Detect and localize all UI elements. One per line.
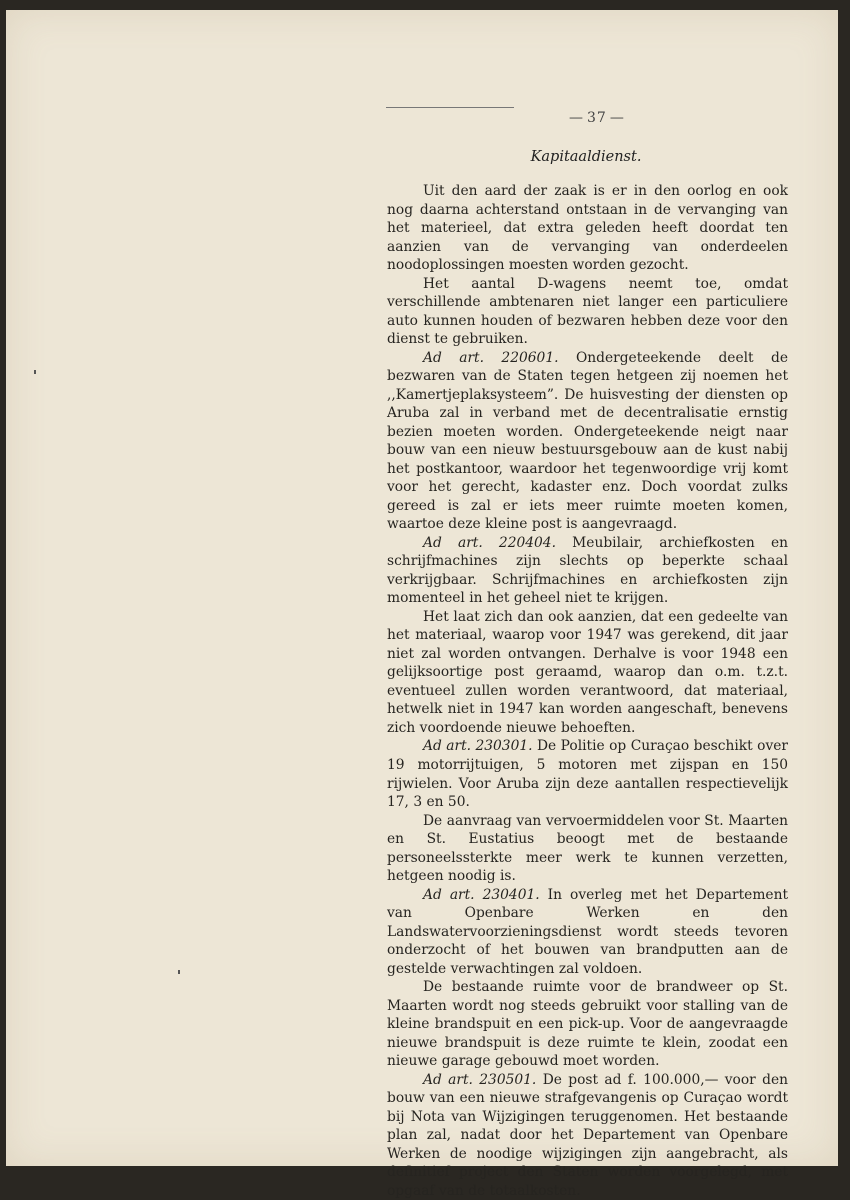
paragraph — [387, 812, 788, 886]
pencil-mark — [386, 107, 514, 116]
paragraph-text: Uit den aard der zaak is er in den oorlog en ook nog daarna achterstand ontstaan in de vervanging van het materieel, dat extra geleden heeft doordat ten aanzien van de vervanging van onderdeelen noodoplossingen moesten worden gezocht. — [387, 183, 788, 274]
paragraph — [387, 886, 788, 979]
article-reference: Ad art. 230401. — [423, 886, 540, 903]
body-text — [387, 182, 788, 1200]
section-title: Kapitaaldienst. — [530, 149, 642, 165]
paragraph-text: In overleg met het Departement van Openbare Werken en den Landswatervoorzieningsdienst wordt steeds tevoren onderzocht of het bouwen van brandputten aan de gestelde verwachtingen zal voldoen. — [387, 886, 789, 977]
paragraph-text: De post ad f. 100.000,— voor den bouw van een nieuwe strafgevangenis op Curaçao wordt bij Nota van Wijzigingen teruggenomen. Het bestaande plan zal, nadat door het Departement van Openbare Werken de noodige wijzigingen zijn aangebracht, als definitief project den Staten worden voorgelegd, met opgaaf van de totaalkosten. — [387, 1071, 789, 1199]
stray-mark — [34, 370, 36, 374]
paragraph-text: De bestaande ruimte voor de brandweer op St. Maarten wordt nog steeds gebruikt voor stalling van de kleine brandspuit en een pick-up. Voor de aangevraagde nieuwe brandspuit is deze ruimte te klein, zoodat een nieuwe garage gebouwd moet worden. — [387, 979, 788, 1070]
paragraph — [387, 978, 788, 1071]
paragraph — [387, 349, 788, 534]
article-reference: Ad art. 220404. — [423, 534, 556, 551]
article-reference: Ad art. 230301. — [423, 738, 533, 755]
paragraph-text: Het aantal D-wagens neemt toe, omdat verschillende ambtenaren niet langer een particuliere auto kunnen houden of bezwaren hebben deze voor den dienst te gebruiken. — [387, 275, 788, 348]
paragraph-text: Meubilair, archiefkosten en schrijfmachines zijn slechts op beperkte schaal verkrijgbaar. Schrijfmachines en archiefkosten zijn momenteel in het geheel niet te krijgen. — [387, 534, 788, 607]
paragraph — [387, 182, 788, 275]
paragraph — [387, 275, 788, 349]
paragraph — [387, 534, 788, 608]
paragraph-text: Het laat zich dan ook aanzien, dat een gedeelte van het materiaal, waarop voor 1947 was gerekend, dit jaar niet zal worden ontvangen. Derhalve is voor 1948 een gelijksoortige post geraamd, waarop dan o.m. t.z.t. eventueel zullen worden verantwoord, dat materiaal, hetwelk niet in 1947 kan worden aangeschaft, benevens zich voordoende nieuwe behoeften. — [387, 608, 788, 736]
paragraph-text: Ondergeteekende deelt de bezwaren van de Staten tegen hetgeen zij noemen het ,,Kamertjeplaksysteem”. De huisvesting der diensten op Aruba zal in verband met de decentralisatie ernstig bezien moeten worden. Ondergeteekende neigt naar bouw van een nieuw bestuursgebouw aan de kust nabij het postkantoor, waardoor het tegenwoordige vrij komt voor het gerecht, kadaster enz. Doch voordat zulks gereed is zal er iets meer ruimte moeten komen, waartoe deze kleine post is aangevraagd. — [387, 349, 788, 533]
paragraph-text: De aanvraag van vervoermiddelen voor St. Maarten en St. Eustatius beoogt met de bestaande personeelssterkte meer werk te kunnen verzetten, hetgeen noodig is. — [387, 812, 788, 885]
document-page — [6, 10, 838, 1199]
paragraph-text: De Politie op Curaçao beschikt over 19 motorrijtuigen, 5 motoren met zijspan en 150 rijwielen. Voor Aruba zijn deze aantallen respectievelijk 17, 3 en 50. — [387, 738, 788, 811]
stray-mark — [178, 970, 180, 974]
paragraph — [387, 608, 788, 738]
article-reference: Ad art. 230501. — [423, 1071, 537, 1088]
article-reference: Ad art. 220601. — [423, 349, 559, 366]
page-number: — 37 — — [566, 110, 628, 126]
paragraph — [387, 737, 788, 811]
paragraph — [387, 1071, 788, 1200]
